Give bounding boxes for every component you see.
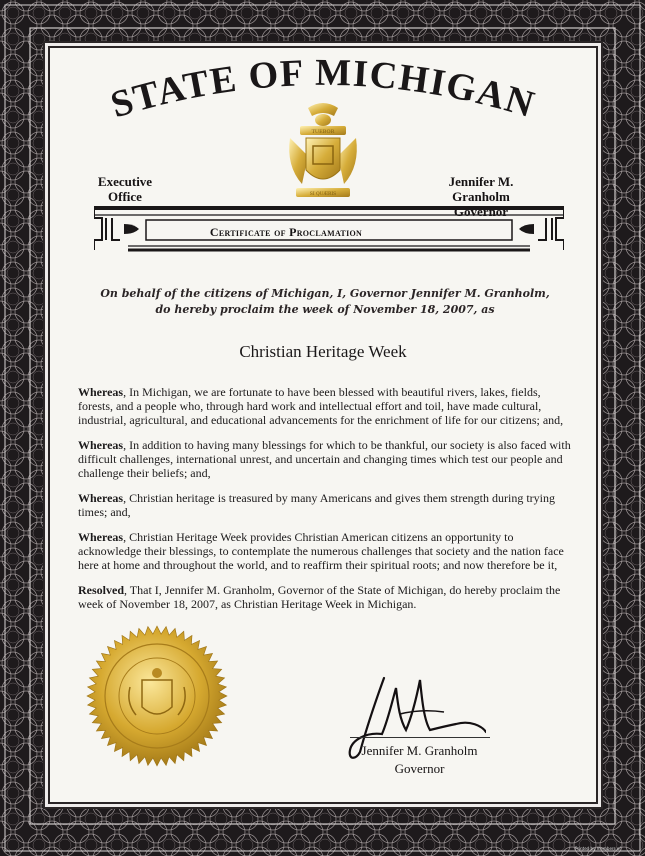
signature-line [350,737,490,738]
proclamation-intro: On behalf of the citizens of Michigan, I, Governor Jennifer M. Granholm, do hereby proclaim the week of November 18, 2007, as [100,287,550,316]
proclamation-body [78,385,578,622]
paragraph: Whereas, Christian Heritage Week provides Christian American citizens an opportunity to acknowledge their blessings, to contemplate the numerous challenges that society and the nation face here at home and throughout the world, and to reaffirm their spiritual roots; and now therefore be it, [78,530,564,572]
governor-header: Jennifer M. Granholm Governor [448,174,514,219]
gold-seal-icon [86,625,228,767]
executive-office-label: Executive Office [97,174,153,204]
signer-title: Governor [394,761,445,776]
paragraph: Whereas, In addition to having many blessings for which to be thankful, our society is also faced with difficult challenges, international unrest, and uncertain and changing times which test our people and challenge their beliefs; and, [78,438,571,480]
state-title: STATE OF MICHIGAN [106,51,540,127]
certificate-title: Certificate of Proclamation [209,225,363,239]
signer-name: Jennifer M. Granholm [361,743,478,758]
seal-motto-top: TUEBOR [311,129,335,135]
seal-motto-bottom: SI QUÆRIS [309,192,337,197]
printer-note: Printed by members of [575,846,621,851]
coat-of-arms-icon [278,96,368,211]
proclamation-name: Christian Heritage Week [239,342,407,361]
signer-block [342,742,497,778]
paragraph: Whereas, Christian heritage is treasured by many Americans and gives them strength during trying times; and, [78,491,556,519]
paragraph: Whereas, In Michigan, we are fortunate to have been blessed with beautiful rivers, lakes, fields, forests, and a people who, through hard work and intellectual effort and toil, have made cultural, industrial, agricultural, and educational advancements for the enrichment of life for our citizens; and, [78,385,564,427]
paragraph: Resolved, That I, Jennifer M. Granholm, Governor of the State of Michigan, do hereby proclaim the week of November 18, 2007, as Christian Heritage Week in Michigan. [78,583,561,611]
certificate-paper [50,48,596,802]
